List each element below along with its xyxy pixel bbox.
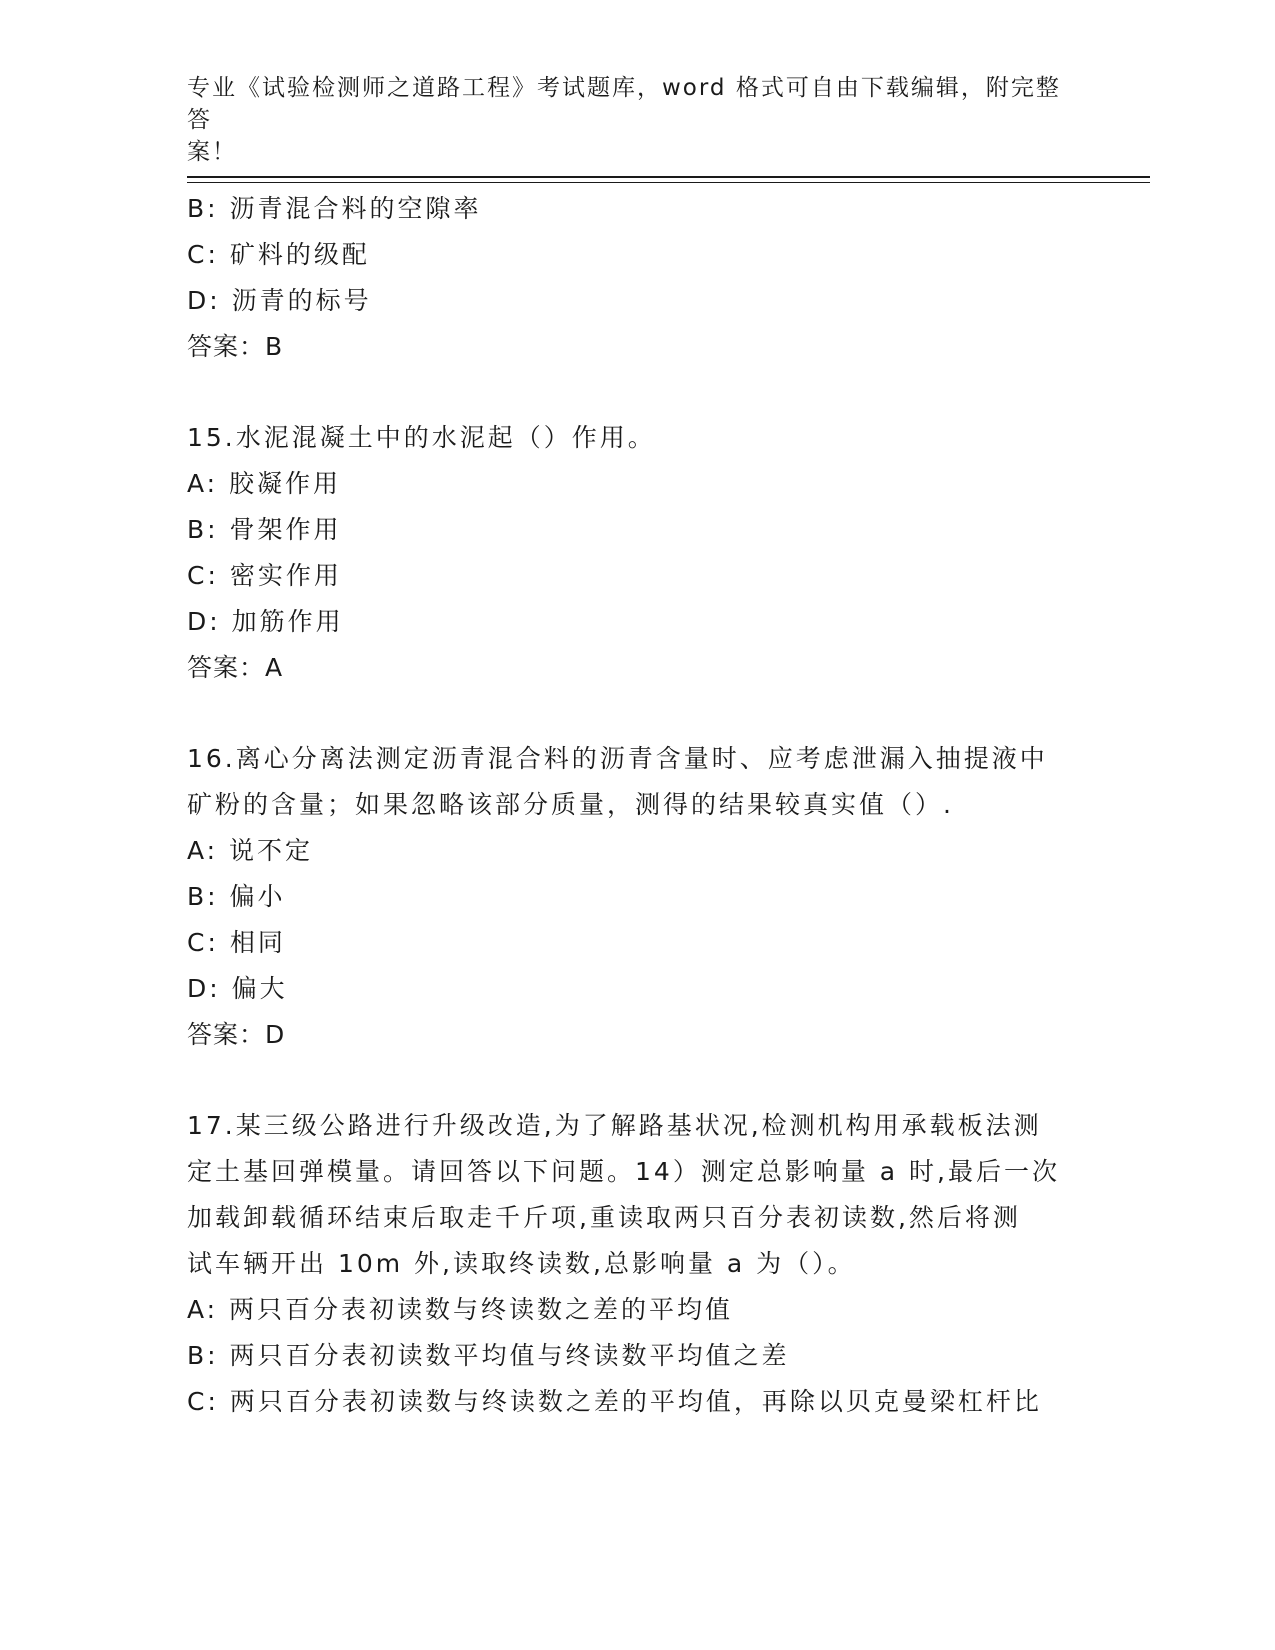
option-c: C: 密实作用: [187, 561, 342, 590]
spacer: [187, 691, 1087, 736]
header-line-1: 专业《试验检测师之道路工程》考试题库，word 格式可自由下载编辑，附完整答: [187, 75, 1061, 133]
option-d: D: 加筋作用: [187, 607, 344, 636]
option-c: C: 矿料的级配: [187, 240, 370, 269]
option-b: B: 骨架作用: [187, 515, 342, 544]
spacer: [187, 370, 1087, 415]
option-c: C: 相同: [187, 928, 286, 957]
answer-line: 答案：D: [187, 1020, 286, 1049]
option-b: B: 偏小: [187, 882, 286, 911]
header-line-2: 案！: [187, 139, 237, 165]
question-17: [187, 1103, 1087, 1425]
header-divider-thin: [187, 182, 1150, 183]
option-a: A: 两只百分表初读数与终读数之差的平均值: [187, 1295, 734, 1324]
question-16: [187, 736, 1087, 1058]
question-stem-line-1: 17.某三级公路进行升级改造,为了解路基状况,检测机构用承载板法测: [187, 1111, 1042, 1140]
question-stem-line-2: 定土基回弹模量。请回答以下问题。14）测定总影响量 a 时,最后一次: [187, 1157, 1060, 1186]
question-15: [187, 415, 1087, 691]
option-b: B: 沥青混合料的空隙率: [187, 194, 482, 223]
option-a: A: 说不定: [187, 836, 314, 865]
question-stem: 15.水泥混凝土中的水泥起（）作用。: [187, 423, 656, 452]
previous-question-tail: [187, 186, 1087, 370]
option-b: B: 两只百分表初读数平均值与终读数平均值之差: [187, 1341, 790, 1370]
question-stem-line-4: 试车辆开出 10m 外,读取终读数,总影响量 a 为（）。: [187, 1249, 856, 1278]
answer-line: 答案：B: [187, 332, 284, 361]
question-stem-line-1: 16.离心分离法测定沥青混合料的沥青含量时、应考虑泄漏入抽提液中: [187, 744, 1048, 773]
option-a: A: 胶凝作用: [187, 469, 342, 498]
answer-line: 答案：A: [187, 653, 284, 682]
question-stem-line-2: 矿粉的含量；如果忽略该部分质量，测得的结果较真实值（）.: [187, 790, 954, 819]
option-d: D: 沥青的标号: [187, 286, 372, 315]
spacer: [187, 1058, 1087, 1103]
option-d: D: 偏大: [187, 974, 288, 1003]
document-header: [187, 72, 1067, 168]
header-divider-thick: [187, 176, 1150, 178]
question-content: [187, 186, 1087, 1425]
question-stem-line-3: 加载卸载循环结束后取走千斤项,重读取两只百分表初读数,然后将测: [187, 1203, 1021, 1232]
option-c: C: 两只百分表初读数与终读数之差的平均值，再除以贝克曼梁杠杆比: [187, 1387, 1042, 1416]
